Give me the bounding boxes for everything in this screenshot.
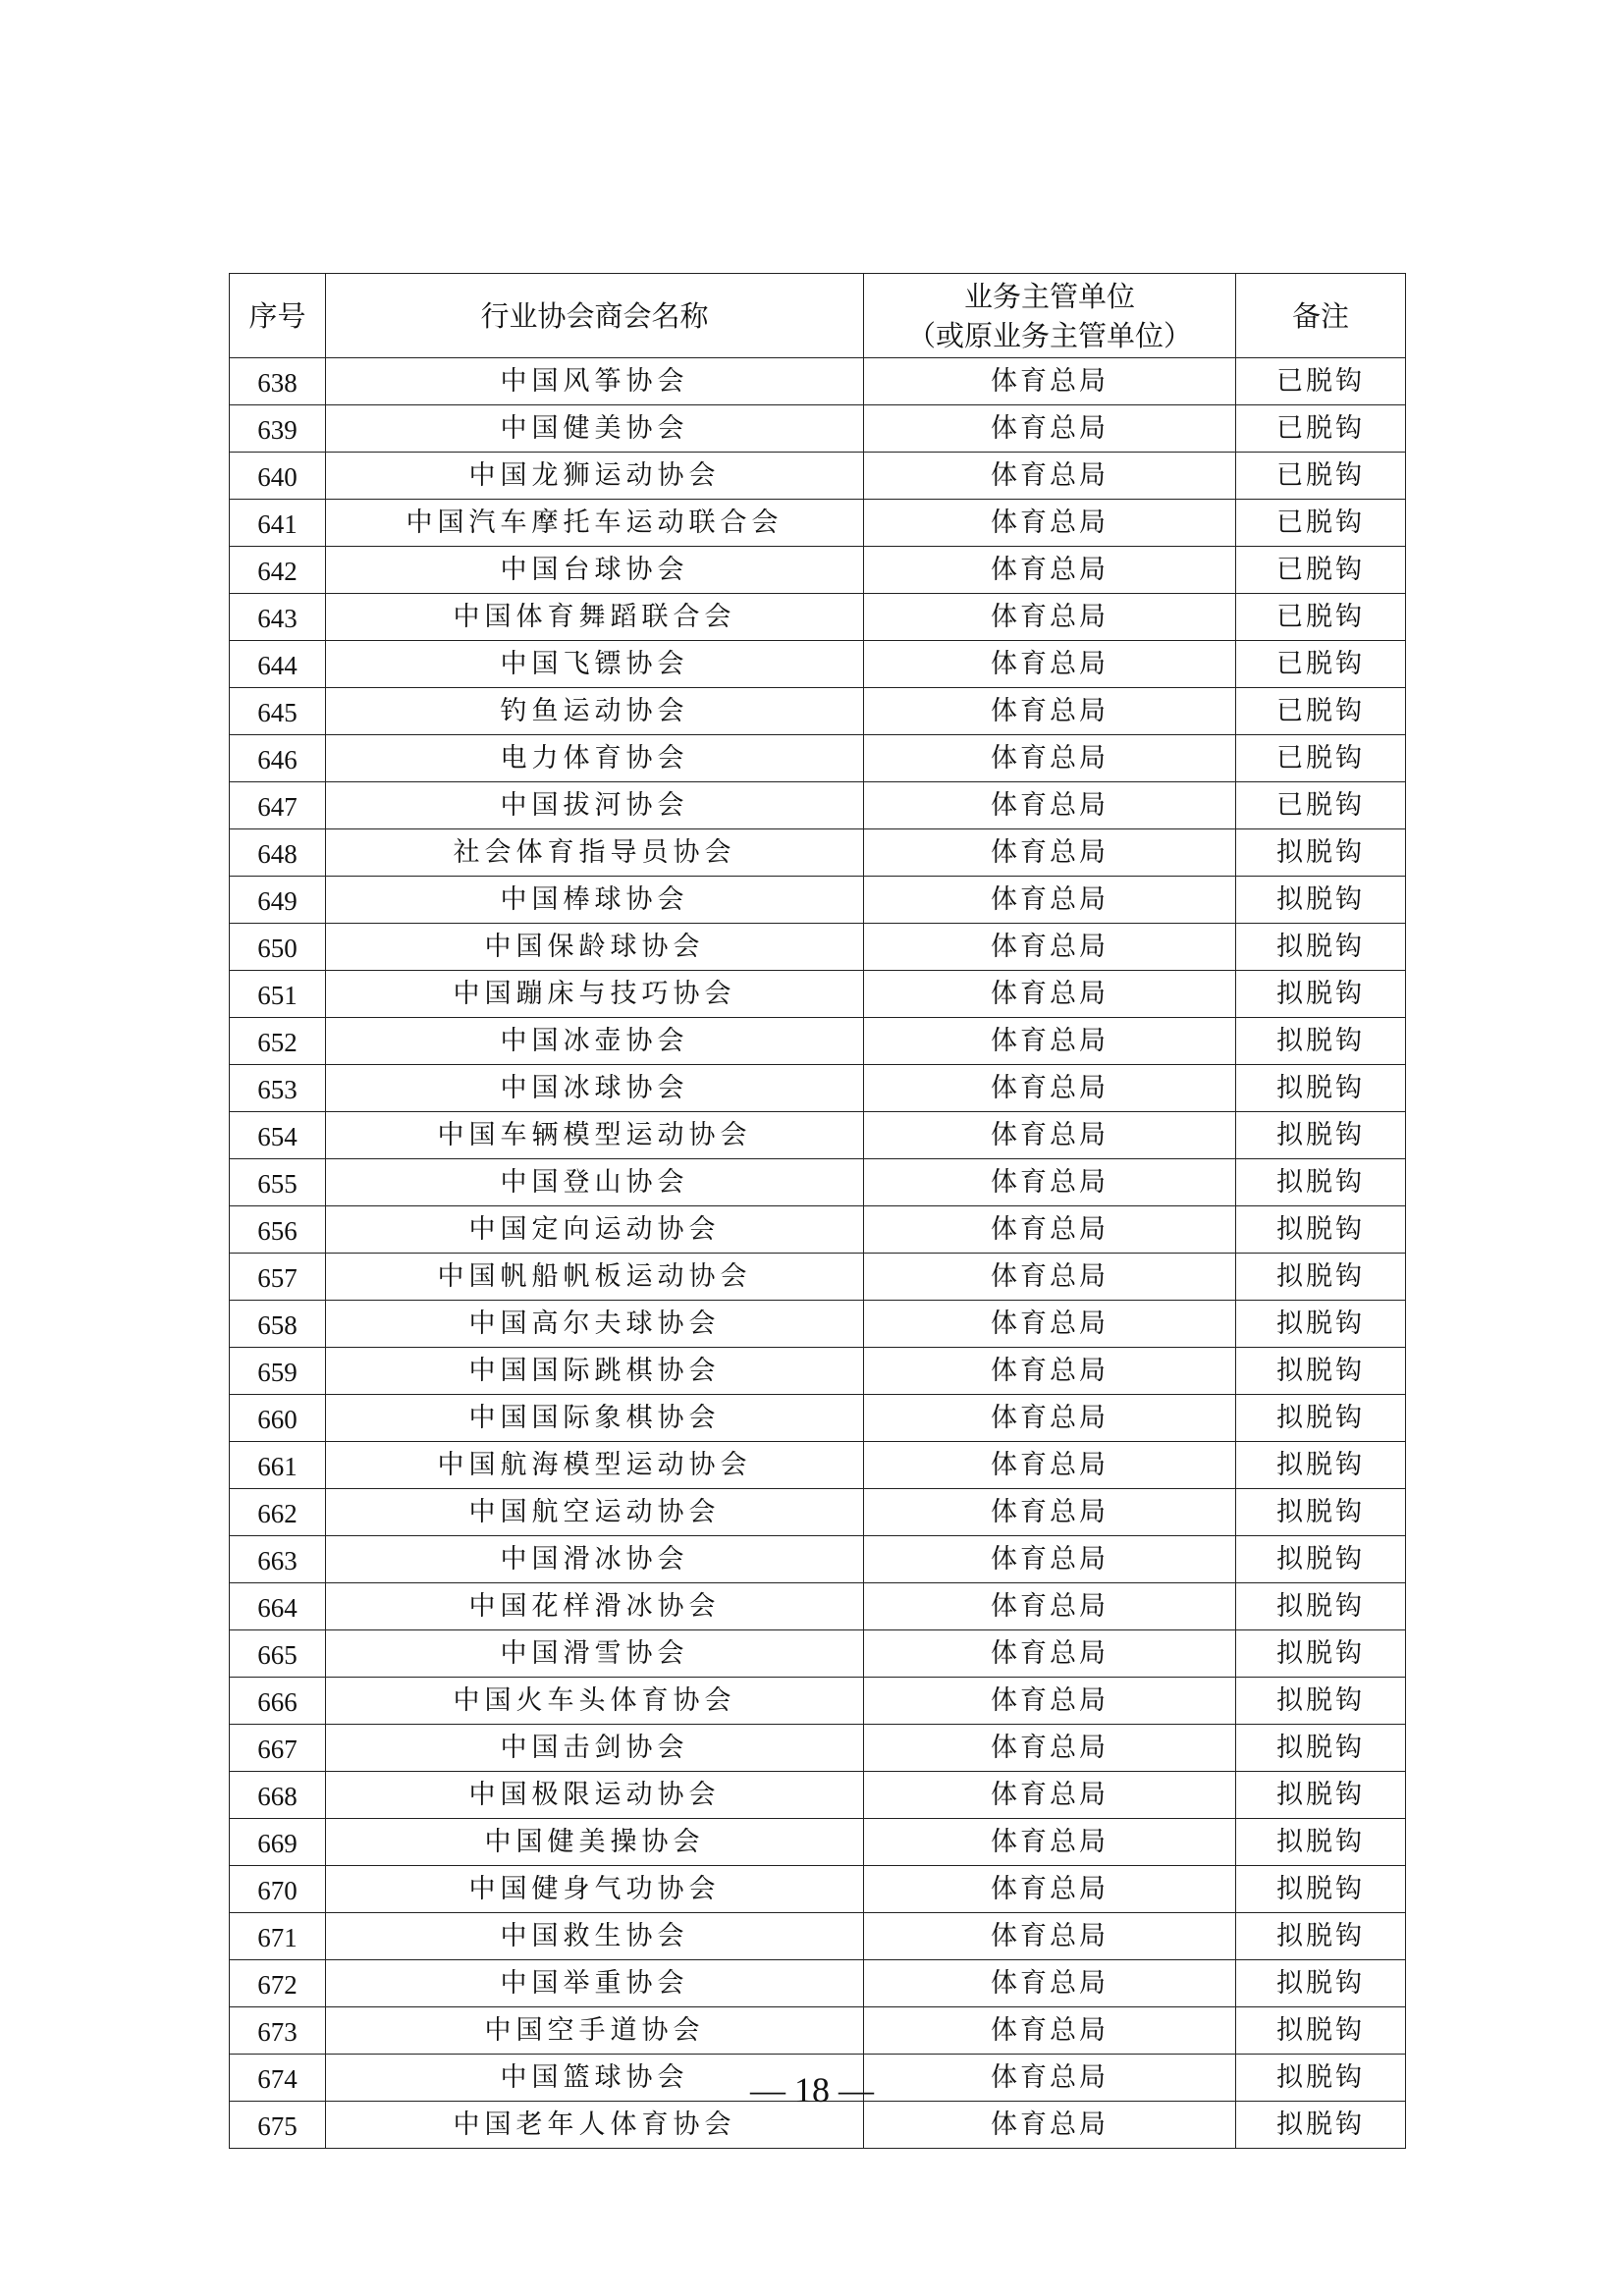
- row-serial-number: 662: [230, 1489, 326, 1536]
- table-row: [230, 1583, 1406, 1630]
- row-supervising-unit: 体育总局: [864, 358, 1236, 405]
- row-supervising-unit: 体育总局: [864, 735, 1236, 782]
- header-remarks: 备注: [1236, 274, 1406, 358]
- header-supervising-unit: [864, 274, 1236, 358]
- row-remarks: 拟脱钩: [1236, 1536, 1406, 1583]
- row-serial-number: 660: [230, 1395, 326, 1442]
- table-row: [230, 971, 1406, 1018]
- row-association-name: 中国滑雪协会: [326, 1630, 864, 1678]
- row-supervising-unit: 体育总局: [864, 1254, 1236, 1301]
- table-row: [230, 1395, 1406, 1442]
- row-association-name: 中国棒球协会: [326, 877, 864, 924]
- row-association-name: 中国健身气功协会: [326, 1866, 864, 1913]
- table-row: [230, 1442, 1406, 1489]
- row-serial-number: 663: [230, 1536, 326, 1583]
- table-row: [230, 1630, 1406, 1678]
- row-supervising-unit: 体育总局: [864, 1018, 1236, 1065]
- row-serial-number: 648: [230, 829, 326, 877]
- row-association-name: 中国击剑协会: [326, 1725, 864, 1772]
- row-supervising-unit: 体育总局: [864, 2055, 1236, 2102]
- row-supervising-unit: 体育总局: [864, 547, 1236, 594]
- header-association-name: 行业协会商会名称: [326, 274, 864, 358]
- row-remarks: 已脱钩: [1236, 782, 1406, 829]
- row-remarks: 拟脱钩: [1236, 1301, 1406, 1348]
- row-supervising-unit: 体育总局: [864, 2007, 1236, 2055]
- row-serial-number: 639: [230, 405, 326, 453]
- row-supervising-unit: 体育总局: [864, 1819, 1236, 1866]
- row-serial-number: 671: [230, 1913, 326, 1960]
- row-remarks: 拟脱钩: [1236, 1630, 1406, 1678]
- table-row: [230, 735, 1406, 782]
- row-remarks: 拟脱钩: [1236, 1913, 1406, 1960]
- row-association-name: 中国飞镖协会: [326, 641, 864, 688]
- header-serial-number: 序号: [230, 274, 326, 358]
- row-supervising-unit: 体育总局: [864, 971, 1236, 1018]
- row-remarks: 拟脱钩: [1236, 1206, 1406, 1254]
- row-remarks: 已脱钩: [1236, 688, 1406, 735]
- row-association-name: 中国冰壶协会: [326, 1018, 864, 1065]
- row-supervising-unit: 体育总局: [864, 641, 1236, 688]
- row-association-name: 中国拔河协会: [326, 782, 864, 829]
- row-supervising-unit: 体育总局: [864, 1725, 1236, 1772]
- row-remarks: 拟脱钩: [1236, 2007, 1406, 2055]
- table-row: [230, 1348, 1406, 1395]
- row-supervising-unit: 体育总局: [864, 500, 1236, 547]
- table-row: [230, 594, 1406, 641]
- row-remarks: 已脱钩: [1236, 547, 1406, 594]
- table-row: [230, 1913, 1406, 1960]
- row-association-name: 中国汽车摩托车运动联合会: [326, 500, 864, 547]
- row-serial-number: 664: [230, 1583, 326, 1630]
- row-serial-number: 670: [230, 1866, 326, 1913]
- row-serial-number: 644: [230, 641, 326, 688]
- row-remarks: 拟脱钩: [1236, 1960, 1406, 2007]
- row-serial-number: 674: [230, 2055, 326, 2102]
- row-remarks: 已脱钩: [1236, 405, 1406, 453]
- row-remarks: 已脱钩: [1236, 594, 1406, 641]
- row-supervising-unit: 体育总局: [864, 1583, 1236, 1630]
- row-serial-number: 658: [230, 1301, 326, 1348]
- row-association-name: 中国龙狮运动协会: [326, 453, 864, 500]
- row-association-name: 中国空手道协会: [326, 2007, 864, 2055]
- table-row: [230, 453, 1406, 500]
- row-remarks: 拟脱钩: [1236, 1442, 1406, 1489]
- row-remarks: 拟脱钩: [1236, 1866, 1406, 1913]
- row-association-name: 中国花样滑冰协会: [326, 1583, 864, 1630]
- table-row: [230, 500, 1406, 547]
- row-supervising-unit: 体育总局: [864, 1960, 1236, 2007]
- row-association-name: 中国冰球协会: [326, 1065, 864, 1112]
- row-association-name: 中国帆船帆板运动协会: [326, 1254, 864, 1301]
- row-serial-number: 653: [230, 1065, 326, 1112]
- table-row: [230, 2007, 1406, 2055]
- row-association-name: 中国航空运动协会: [326, 1489, 864, 1536]
- row-supervising-unit: 体育总局: [864, 1206, 1236, 1254]
- row-remarks: 拟脱钩: [1236, 1254, 1406, 1301]
- row-supervising-unit: 体育总局: [864, 594, 1236, 641]
- row-association-name: 中国高尔夫球协会: [326, 1301, 864, 1348]
- row-association-name: 中国健美操协会: [326, 1819, 864, 1866]
- table-row: [230, 1489, 1406, 1536]
- row-association-name: 中国保龄球协会: [326, 924, 864, 971]
- row-remarks: 拟脱钩: [1236, 971, 1406, 1018]
- table-row: [230, 1159, 1406, 1206]
- row-serial-number: 669: [230, 1819, 326, 1866]
- header-supervising-unit-line1: 业务主管单位: [963, 279, 1135, 313]
- row-association-name: 中国台球协会: [326, 547, 864, 594]
- table-row: [230, 1112, 1406, 1159]
- row-remarks: 拟脱钩: [1236, 877, 1406, 924]
- table-header-row: [230, 274, 1406, 358]
- row-remarks: 拟脱钩: [1236, 829, 1406, 877]
- row-association-name: 中国定向运动协会: [326, 1206, 864, 1254]
- row-supervising-unit: 体育总局: [864, 2102, 1236, 2149]
- row-supervising-unit: 体育总局: [864, 829, 1236, 877]
- row-remarks: 拟脱钩: [1236, 1348, 1406, 1395]
- row-supervising-unit: 体育总局: [864, 877, 1236, 924]
- row-remarks: 已脱钩: [1236, 358, 1406, 405]
- row-association-name: 中国航海模型运动协会: [326, 1442, 864, 1489]
- row-serial-number: 656: [230, 1206, 326, 1254]
- row-remarks: 已脱钩: [1236, 735, 1406, 782]
- row-association-name: 中国体育舞蹈联合会: [326, 594, 864, 641]
- row-serial-number: 643: [230, 594, 326, 641]
- row-supervising-unit: 体育总局: [864, 782, 1236, 829]
- row-remarks: 拟脱钩: [1236, 1819, 1406, 1866]
- table-row: [230, 1536, 1406, 1583]
- table-row: [230, 1254, 1406, 1301]
- row-remarks: 拟脱钩: [1236, 1112, 1406, 1159]
- table-row: [230, 877, 1406, 924]
- table-row: [230, 688, 1406, 735]
- row-remarks: 拟脱钩: [1236, 1725, 1406, 1772]
- row-serial-number: 657: [230, 1254, 326, 1301]
- row-serial-number: 661: [230, 1442, 326, 1489]
- row-serial-number: 665: [230, 1630, 326, 1678]
- row-association-name: 中国国际跳棋协会: [326, 1348, 864, 1395]
- row-remarks: 拟脱钩: [1236, 2055, 1406, 2102]
- row-association-name: 中国救生协会: [326, 1913, 864, 1960]
- row-serial-number: 668: [230, 1772, 326, 1819]
- row-serial-number: 673: [230, 2007, 326, 2055]
- row-serial-number: 655: [230, 1159, 326, 1206]
- row-supervising-unit: 体育总局: [864, 1065, 1236, 1112]
- row-supervising-unit: 体育总局: [864, 1159, 1236, 1206]
- table-row: [230, 1206, 1406, 1254]
- row-association-name: 中国健美协会: [326, 405, 864, 453]
- table-row: [230, 1772, 1406, 1819]
- row-supervising-unit: 体育总局: [864, 1301, 1236, 1348]
- row-supervising-unit: 体育总局: [864, 405, 1236, 453]
- row-remarks: 拟脱钩: [1236, 1159, 1406, 1206]
- row-association-name: 中国滑冰协会: [326, 1536, 864, 1583]
- table-header: [230, 274, 1406, 358]
- row-serial-number: 666: [230, 1678, 326, 1725]
- row-association-name: 中国风筝协会: [326, 358, 864, 405]
- row-serial-number: 652: [230, 1018, 326, 1065]
- row-supervising-unit: 体育总局: [864, 1112, 1236, 1159]
- table-row: [230, 641, 1406, 688]
- table-row: [230, 547, 1406, 594]
- row-remarks: 已脱钩: [1236, 453, 1406, 500]
- row-association-name: 中国车辆模型运动协会: [326, 1112, 864, 1159]
- row-serial-number: 654: [230, 1112, 326, 1159]
- row-association-name: 中国篮球协会: [326, 2055, 864, 2102]
- table-row: [230, 1819, 1406, 1866]
- table-row: [230, 1065, 1406, 1112]
- table-row: [230, 1725, 1406, 1772]
- row-association-name: 中国火车头体育协会: [326, 1678, 864, 1725]
- row-association-name: 中国举重协会: [326, 1960, 864, 2007]
- row-remarks: 拟脱钩: [1236, 2102, 1406, 2149]
- row-remarks: 拟脱钩: [1236, 1678, 1406, 1725]
- row-supervising-unit: 体育总局: [864, 1536, 1236, 1583]
- page-number: — 18 —: [750, 2070, 874, 2109]
- row-association-name: 中国极限运动协会: [326, 1772, 864, 1819]
- row-supervising-unit: 体育总局: [864, 1630, 1236, 1678]
- row-serial-number: 649: [230, 877, 326, 924]
- row-serial-number: 646: [230, 735, 326, 782]
- row-supervising-unit: 体育总局: [864, 453, 1236, 500]
- row-supervising-unit: 体育总局: [864, 1442, 1236, 1489]
- row-serial-number: 645: [230, 688, 326, 735]
- row-association-name: 电力体育协会: [326, 735, 864, 782]
- row-supervising-unit: 体育总局: [864, 688, 1236, 735]
- row-remarks: 已脱钩: [1236, 641, 1406, 688]
- row-serial-number: 659: [230, 1348, 326, 1395]
- row-supervising-unit: 体育总局: [864, 924, 1236, 971]
- row-remarks: 拟脱钩: [1236, 1018, 1406, 1065]
- table-body: [230, 358, 1406, 2149]
- row-association-name: 中国老年人体育协会: [326, 2102, 864, 2149]
- row-serial-number: 647: [230, 782, 326, 829]
- row-serial-number: 672: [230, 1960, 326, 2007]
- row-serial-number: 650: [230, 924, 326, 971]
- header-supervising-unit-line2: （或原业务主管单位）: [906, 318, 1192, 352]
- row-serial-number: 640: [230, 453, 326, 500]
- row-serial-number: 641: [230, 500, 326, 547]
- table-row: [230, 358, 1406, 405]
- row-supervising-unit: 体育总局: [864, 1913, 1236, 1960]
- row-remarks: 拟脱钩: [1236, 1065, 1406, 1112]
- table-row: [230, 405, 1406, 453]
- row-supervising-unit: 体育总局: [864, 1866, 1236, 1913]
- table-row: [230, 1960, 1406, 2007]
- table-row: [230, 924, 1406, 971]
- table-row: [230, 1018, 1406, 1065]
- row-remarks: 拟脱钩: [1236, 1583, 1406, 1630]
- row-association-name: 社会体育指导员协会: [326, 829, 864, 877]
- row-serial-number: 651: [230, 971, 326, 1018]
- row-serial-number: 667: [230, 1725, 326, 1772]
- row-supervising-unit: 体育总局: [864, 1395, 1236, 1442]
- row-association-name: 中国国际象棋协会: [326, 1395, 864, 1442]
- table-row: [230, 1301, 1406, 1348]
- row-supervising-unit: 体育总局: [864, 1772, 1236, 1819]
- row-serial-number: 642: [230, 547, 326, 594]
- row-remarks: 拟脱钩: [1236, 1772, 1406, 1819]
- row-supervising-unit: 体育总局: [864, 1489, 1236, 1536]
- row-supervising-unit: 体育总局: [864, 1678, 1236, 1725]
- row-serial-number: 638: [230, 358, 326, 405]
- table-row: [230, 1678, 1406, 1725]
- table-row: [230, 782, 1406, 829]
- row-remarks: 已脱钩: [1236, 500, 1406, 547]
- associations-table: [229, 273, 1406, 2149]
- row-remarks: 拟脱钩: [1236, 924, 1406, 971]
- row-association-name: 中国登山协会: [326, 1159, 864, 1206]
- row-remarks: 拟脱钩: [1236, 1395, 1406, 1442]
- table-row: [230, 829, 1406, 877]
- row-remarks: 拟脱钩: [1236, 1489, 1406, 1536]
- row-association-name: 钓鱼运动协会: [326, 688, 864, 735]
- row-serial-number: 675: [230, 2102, 326, 2149]
- table-row: [230, 1866, 1406, 1913]
- row-supervising-unit: 体育总局: [864, 1348, 1236, 1395]
- row-association-name: 中国蹦床与技巧协会: [326, 971, 864, 1018]
